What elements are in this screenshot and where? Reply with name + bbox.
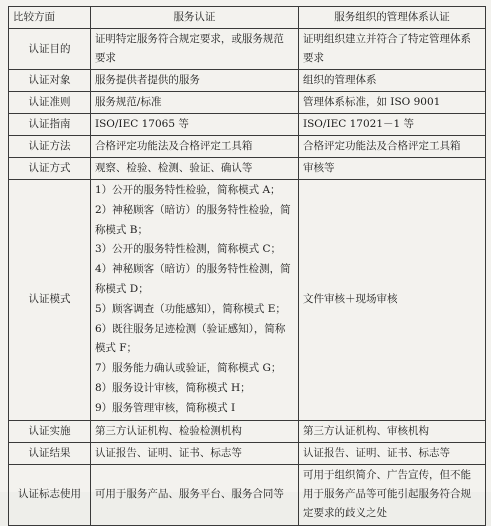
row-aspect: 认证方式	[9, 158, 91, 180]
table-row	[9, 180, 486, 421]
mode-list-item: 9）服务管理审核，简称模式 I	[94, 401, 236, 414]
mode-list-item: 4）神秘顾客（暗访）的服务特性检测，简称模式 D；	[94, 263, 291, 295]
row-service-cell: 观察、检验、检测、验证、确认等	[90, 158, 298, 180]
row-aspect: 认证标志使用	[9, 464, 91, 525]
row-management-cell: 合格评定功能法及合格评定工具箱	[298, 136, 485, 158]
row-management-cell: 可用于组织简介、广告宣传，但不能用于服务产品等可能引起服务符合规定要求的歧义之处	[298, 464, 485, 525]
row-service-cell: 可用于服务产品、服务平台、服务合同等	[90, 464, 298, 525]
row-aspect: 认证指南	[9, 114, 91, 136]
service-modes-cell	[90, 180, 298, 421]
row-aspect: 认证结果	[9, 442, 91, 464]
row-management-cell: 第三方认证机构、审核机构	[298, 420, 485, 442]
row-management-cell: ISO/IEC 17021－1 等	[298, 114, 485, 136]
mode-list-item: 3）公开的服务特性检测，简称模式 C；	[94, 243, 281, 256]
header-management-system-certification: 服务组织的管理体系认证	[298, 7, 485, 29]
row-management-cell: 组织的管理体系	[298, 70, 485, 92]
row-aspect: 认证准则	[9, 92, 91, 114]
row-management-cell: 证明组织建立并符合了特定管理体系要求	[298, 29, 485, 70]
row-management-cell: 管理体系标准，如 ISO 9001	[298, 92, 485, 114]
row-management-cell: 文件审核＋现场审核	[298, 180, 485, 421]
mode-list-item: 8）服务设计审核，简称模式 H；	[94, 381, 251, 394]
table-header-row	[9, 7, 486, 29]
mode-list-item: 2）神秘顾客（暗访）的服务特性检验，简称模式 B；	[94, 203, 291, 236]
row-aspect: 认证方法	[9, 136, 91, 158]
header-aspect: 比较方面	[9, 7, 91, 29]
row-management-cell: 审核等	[298, 158, 485, 180]
row-service-cell: 认证报告、证明、证书、标志等	[90, 442, 298, 464]
row-service-cell: 第三方认证机构、检验检测机构	[90, 420, 298, 442]
table-row	[9, 114, 486, 136]
table-row	[9, 158, 486, 180]
row-aspect: 认证实施	[9, 420, 91, 442]
mode-list-item: 1）公开的服务特性检验，简称模式 A；	[94, 184, 281, 196]
row-service-cell: ISO/IEC 17065 等	[90, 114, 298, 136]
row-aspect: 认证对象	[9, 70, 91, 92]
mode-list-item: 7）服务能力确认或验证，简称模式 G；	[94, 362, 282, 375]
table-row	[9, 464, 486, 525]
table-row	[9, 92, 486, 114]
table-row	[9, 136, 486, 158]
row-service-cell: 证明特定服务符合规定要求，或服务规范要求	[90, 29, 298, 70]
row-service-cell: 服务提供者提供的服务	[90, 70, 298, 92]
header-service-certification: 服务认证	[90, 7, 298, 29]
table-row	[9, 442, 486, 464]
row-aspect: 认证目的	[9, 29, 91, 70]
mode-list-item: 5）顾客调查（功能感知），简称模式 E；	[94, 302, 286, 315]
comparison-table	[8, 6, 486, 526]
row-service-cell: 合格评定功能法及合格评定工具箱	[90, 136, 298, 158]
table-row	[9, 29, 486, 70]
table-row	[9, 420, 486, 442]
row-aspect: 认证模式	[9, 180, 91, 421]
table-row	[9, 70, 486, 92]
row-service-cell: 服务规范/标准	[90, 92, 298, 114]
row-management-cell: 认证报告、证明、证书、标志等	[298, 442, 485, 464]
mode-list-item: 6）既往服务足迹检测（验证感知），简称模式 F；	[94, 322, 286, 355]
